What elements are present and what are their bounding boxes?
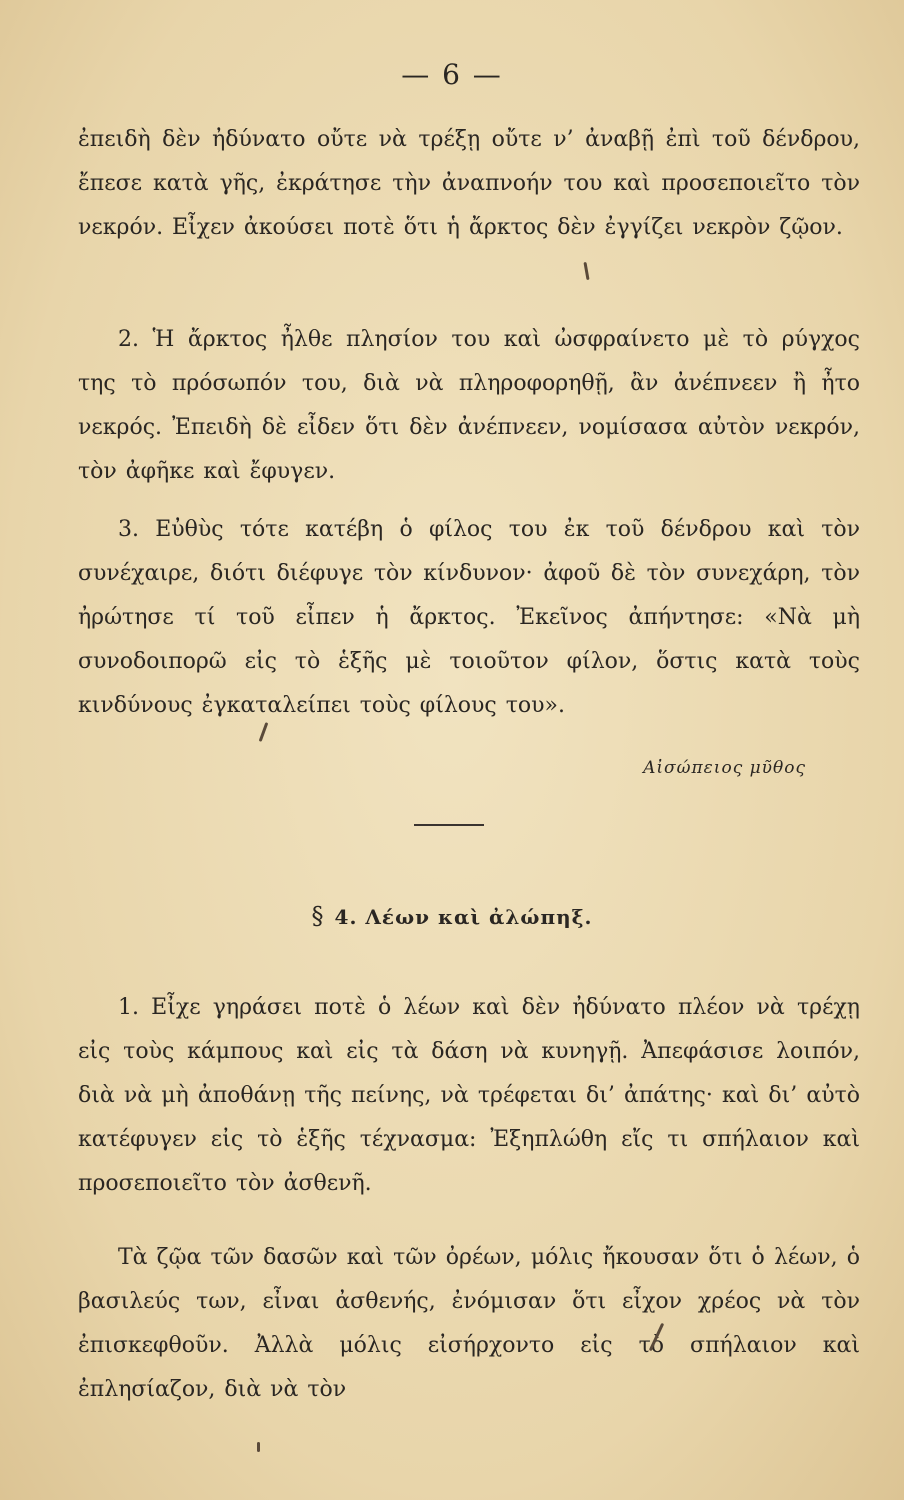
section-divider xyxy=(414,824,484,826)
fable-attribution: Αἰσώπειος μῦθος xyxy=(643,758,806,778)
section-sign: § xyxy=(311,902,325,930)
paragraph-lion-1 xyxy=(78,986,860,1206)
ink-spot xyxy=(257,1442,260,1452)
paragraph-text: 3. Εὐθὺς τότε κατέβη ὁ φίλος του ἐκ τοῦ δένδρου καὶ τὸν συνέχαιρε, διότι διέφυγε τὸν κίνδυνον· ἀφοῦ δὲ τὸν συνεχάρη, τὸν ἠρώτησε τί τοῦ εἶπεν ἡ ἄρκτος. Ἐκεῖνος ἀπήντησε: «Νὰ μὴ συνοδοιπορῶ εἰς τὸ ἑξῆς μὲ τοιοῦτον φίλον, ὅστις κατὰ τοὺς κινδύνους ἐγκαταλείπει τοὺς φίλους του». xyxy=(78,517,860,718)
paragraph-lion-2 xyxy=(78,1236,860,1412)
section-heading xyxy=(0,902,904,930)
paragraph-text: 2. Ἡ ἄρκτος ἦλθε πλησίον του καὶ ὠσφραίνετο μὲ τὸ ρύγχος της τὸ πρόσωπόν του, διὰ νὰ πληροφορηθῇ, ἂν ἀνέπνεεν ἢ ἦτο νεκρός. Ἐπειδὴ δὲ εἶδεν ὅτι δὲν ἀνέπνεεν, νομίσασα αὐτὸν νεκρόν, τὸν ἀφῆκε καὶ ἔφυγεν. xyxy=(78,327,860,484)
paragraph-bear-continued xyxy=(78,118,860,250)
paragraph-text: 1. Εἶχε γηράσει ποτὲ ὁ λέων καὶ δὲν ἠδύνατο πλέον νὰ τρέχῃ εἰς τοὺς κάμπους καὶ εἰς τὰ δάση νὰ κυνηγῇ. Ἀπεφάσισε λοιπόν, διὰ νὰ μὴ ἀποθάνῃ τῆς πείνης, νὰ τρέφεται δι’ ἀπάτης· καὶ δι’ αὐτὸ κατέφυγεν εἰς τὸ ἑξῆς τέχνασμα: Ἐξηπλώθη εἴς τι σπήλαιον καὶ προσεποιεῖτο τὸν ἀσθενῆ. xyxy=(78,995,860,1196)
page-number: — 6 — xyxy=(401,58,503,91)
section-title: Λέων καὶ ἀλώπηξ. xyxy=(365,905,593,929)
paragraph-bear-2 xyxy=(78,318,860,494)
pencil-mark xyxy=(583,262,589,280)
paragraph-text: Τὰ ζῷα τῶν δασῶν καὶ τῶν ὀρέων, μόλις ἤκουσαν ὅτι ὁ λέων, ὁ βασιλεύς των, εἶναι ἀσθενής, ἐνόμισαν ὅτι εἶχον χρέος νὰ τὸν ἐπισκεφθοῦν. Ἀλλὰ μόλις εἰσήρχοντο εἰς τὸ σπήλαιον καὶ ἐπλησίαζον, διὰ νὰ τὸν xyxy=(78,1245,860,1402)
paragraph-bear-3 xyxy=(78,508,860,728)
section-number: 4. xyxy=(334,905,358,929)
paragraph-text: ἐπειδὴ δὲν ἠδύνατο οὔτε νὰ τρέξῃ οὔτε ν’ ἀναβῇ ἐπὶ τοῦ δένδρου, ἔπεσε κατὰ γῆς, ἐκράτησε τὴν ἀναπνοήν του καὶ προσεποιεῖτο τὸν νεκρόν. Εἶχεν ἀκούσει ποτὲ ὅτι ἡ ἄρκτος δὲν ἐγγίζει νεκρὸν ζῷον. xyxy=(78,127,860,240)
